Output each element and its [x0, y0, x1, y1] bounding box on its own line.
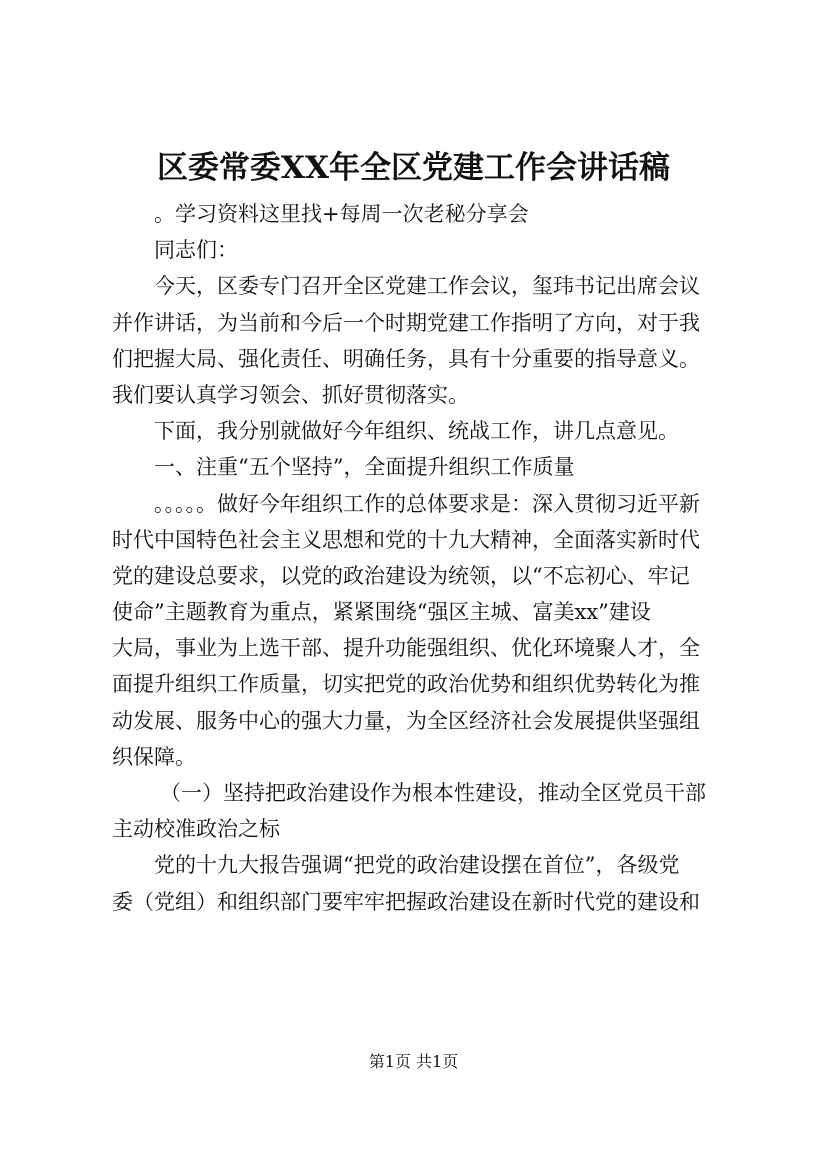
body-line: 我们要认真学习领会、抓好贯彻落实。	[112, 382, 469, 407]
body-line: 同志们：	[154, 238, 238, 263]
body-line: 。。。。。做好今年组织工作的总体要求是：深入贯彻习近平新	[154, 491, 700, 516]
page-footer: 第1页 共1页	[368, 1052, 459, 1071]
body-line: 使命”主题教育为重点，紧紧围绕“强区主城、富美xx”建设	[112, 600, 651, 625]
document-title: 区委常委XX年全区党建工作会讲话稿	[156, 150, 671, 186]
body-line: 大局，事业为上选干部、提升功能强组织、优化环境聚人才，全	[112, 636, 700, 661]
body-line: 。学习资料这里找+每周一次老秘分享会	[154, 202, 529, 226]
document-body	[112, 196, 732, 920]
body-line: 动发展、服务中心的强大力量，为全区经济社会发展提供坚强组	[112, 708, 700, 733]
body-line: 面提升组织工作质量，切实把党的政治优势和组织优势转化为推	[112, 672, 700, 697]
body-line: 今天，区委专门召开全区党建工作会议，玺玮书记出席会议	[154, 274, 700, 299]
section-heading: 一、注重“五个坚持”，全面提升组织工作质量	[154, 455, 575, 480]
body-line: 党的十九大报告强调“把党的政治建设摆在首位”，各级党	[154, 853, 680, 878]
body-line: 织保障。	[112, 744, 196, 769]
subsection-heading: （一）坚持把政治建设作为根本性建设，推动全区党员干部	[160, 781, 706, 805]
body-line: 下面，我分别就做好今年组织、统战工作，讲几点意见。	[154, 419, 679, 444]
subsection-heading: 主动校准政治之标	[112, 817, 280, 842]
body-line: 委（党组）和组织部门要牢牢把握政治建设在新时代党的建设和	[112, 889, 700, 914]
body-line: 们把握大局、强化责任、明确任务，具有十分重要的指导意义。	[112, 346, 700, 371]
body-line: 时代中国特色社会主义思想和党的十九大精神，全面落实新时代	[112, 527, 700, 552]
body-line: 并作讲话，为当前和今后一个时期党建工作指明了方向，对于我	[112, 310, 700, 335]
body-line: 党的建设总要求，以党的政治建设为统领，以“不忘初心、牢记	[112, 563, 690, 588]
